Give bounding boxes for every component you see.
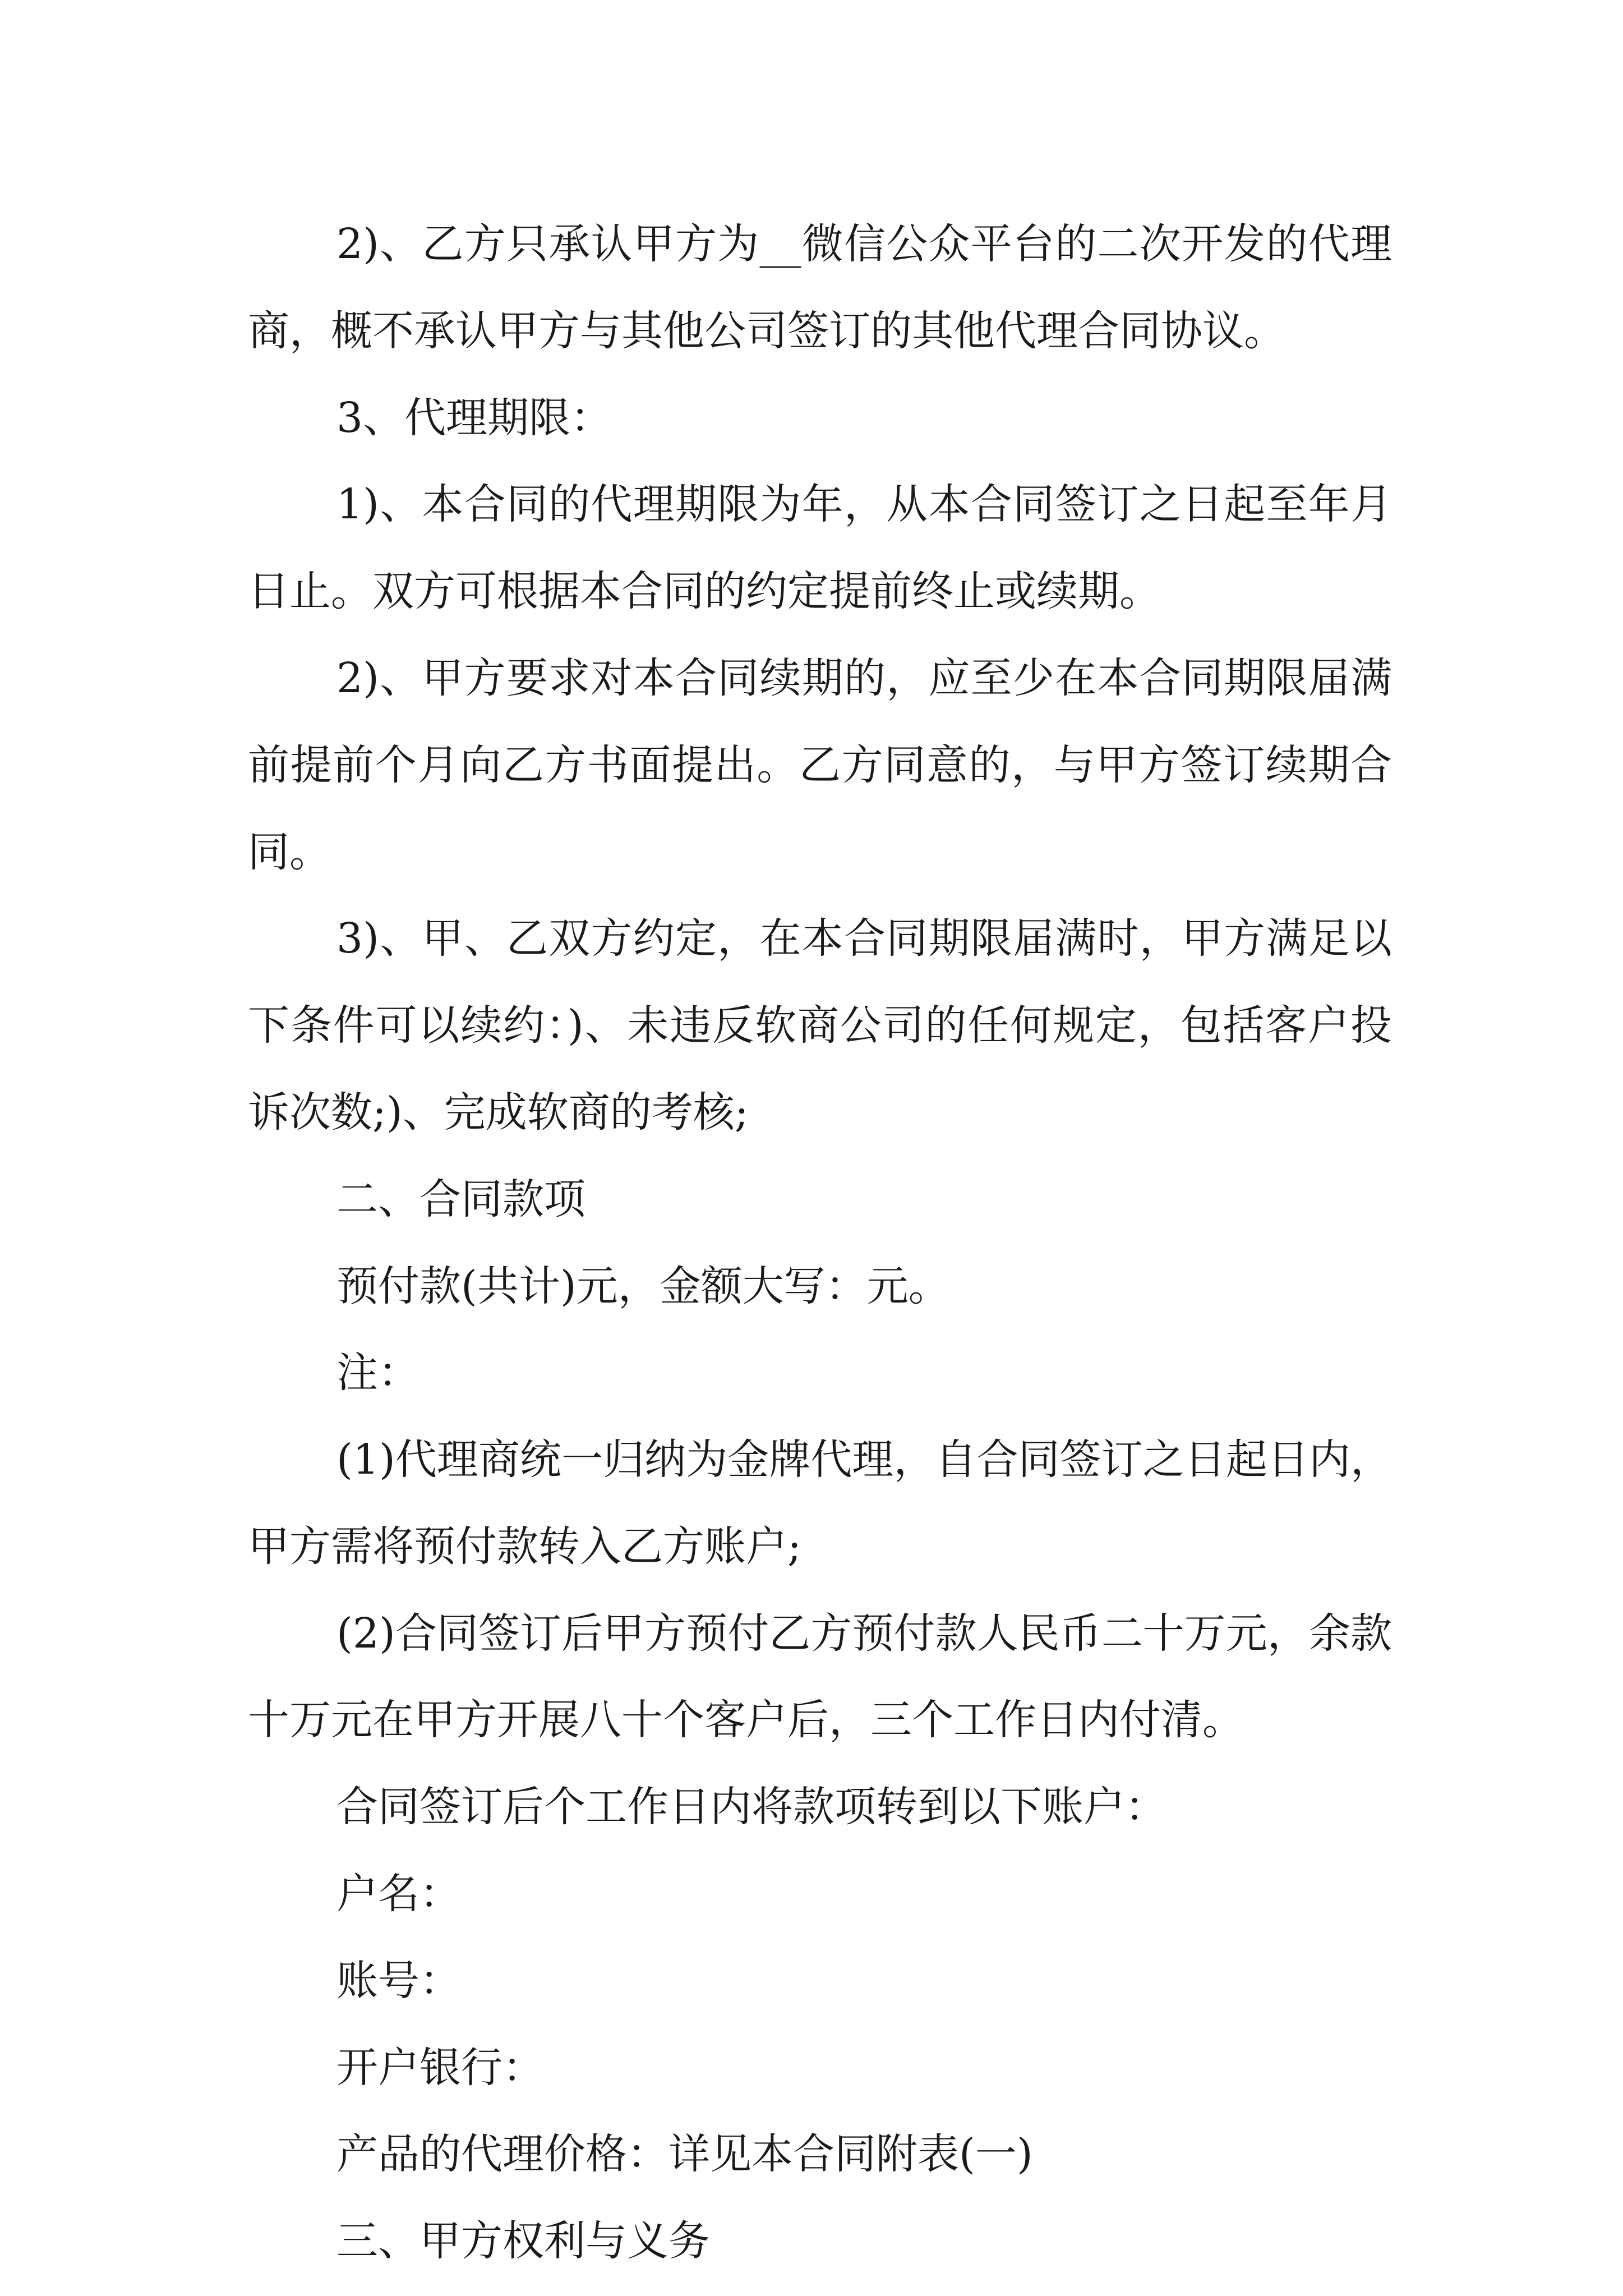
field-account-number: 账号：	[336, 1956, 461, 2005]
paragraph-note-1: (1)代理商统一归纳为金牌代理，自合同签订之日起日内，甲方需将预付款转入乙方账户;	[248, 1435, 1392, 1571]
paragraph-prepayment: 预付款(共计)元，金额大写：元。	[336, 1262, 950, 1310]
paragraph-note-2: (2)合同签订后甲方预付乙方预付款人民币二十万元，余款十万元在甲方开展八十个客户后，三个工作日内付清。	[248, 1609, 1392, 1745]
field-account-name: 户名：	[336, 1870, 461, 1918]
paragraph-renewal-conditions: 3)、甲、乙双方约定，在本合同期限届满时，甲方满足以下条件可以续约：)、未违反软商公司的任何规定，包括客户投诉次数;)、完成软商的考核;	[248, 914, 1392, 1137]
paragraph-renewal-request: 2)、甲方要求对本合同续期的，应至少在本合同期限届满前提前个月向乙方书面提出。乙方同意的，与甲方签订续期合同。	[248, 654, 1392, 876]
heading-party-a-rights: 三、甲方权利与义务	[336, 2217, 710, 2266]
paragraph-note-label: 注：	[336, 1349, 419, 1397]
paragraph-term-length: 1)、本合同的代理期限为年，从本合同签订之日起至年月日止。双方可根据本合同的约定提前终止或续期。	[248, 480, 1392, 616]
heading-agency-term: 3、代理期限：	[336, 393, 612, 442]
paragraph-agent-recognition: 2)、乙方只承认甲方为__微信公众平台的二次开发的代理商，概不承认甲方与其他公司签订的其他代理合同协议。	[248, 220, 1392, 355]
field-opening-bank: 开户银行：	[336, 2043, 544, 2092]
heading-contract-payment: 二、合同款项	[336, 1175, 585, 1223]
paragraph-agency-price: 产品的代理价格：详见本合同附表(一)	[336, 2130, 1033, 2179]
paragraph-transfer-account: 合同签订后个工作日内将款项转到以下账户：	[336, 1783, 1166, 1832]
